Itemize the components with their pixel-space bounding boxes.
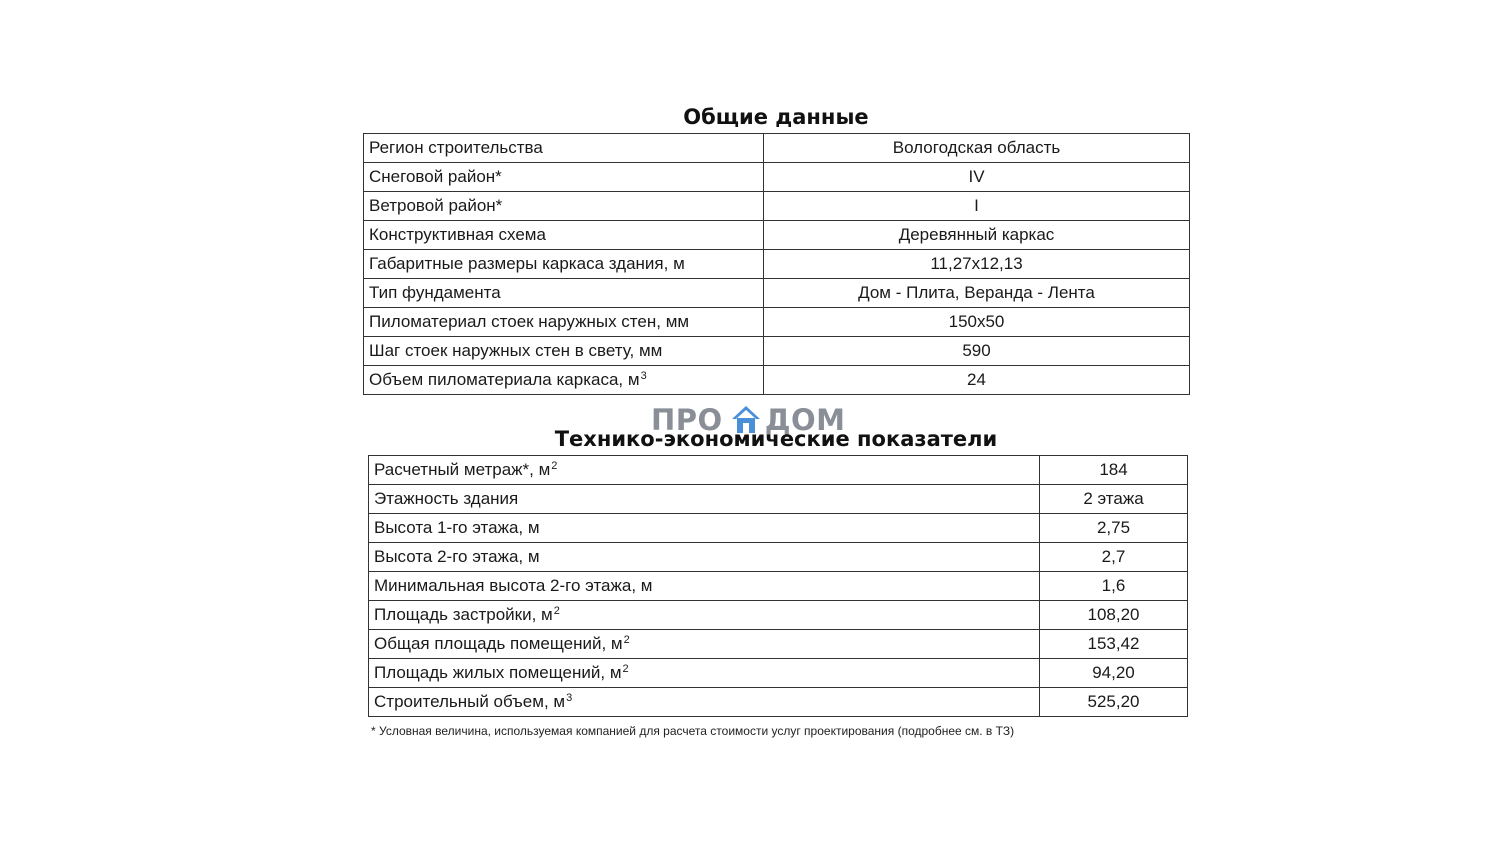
row-label — [364, 337, 764, 366]
row-value: Вологодская область — [764, 134, 1190, 163]
row-value: 184 — [1040, 456, 1188, 485]
general-data-row — [364, 250, 1190, 279]
row-value: 1,6 — [1040, 572, 1188, 601]
row-value: 24 — [764, 366, 1190, 395]
tech-econ-title: Технико-экономические показатели — [554, 427, 998, 451]
row-label-text: Объем пиломатериала каркаса, м — [369, 370, 640, 389]
row-label — [364, 308, 764, 337]
row-label-text: Высота 1-го этажа, м — [374, 518, 540, 537]
row-value: 150х50 — [764, 308, 1190, 337]
row-label — [364, 366, 764, 395]
row-label-text: Шаг стоек наружных стен в свету, мм — [369, 341, 663, 360]
row-value: 590 — [764, 337, 1190, 366]
tech-econ-row — [369, 572, 1188, 601]
row-label — [369, 514, 1040, 543]
row-label-text: Регион строительства — [369, 138, 543, 157]
tech-econ-row — [369, 456, 1188, 485]
row-label-text: Снеговой район* — [369, 167, 502, 186]
row-label — [364, 221, 764, 250]
row-label — [369, 485, 1040, 514]
row-value: 2,7 — [1040, 543, 1188, 572]
row-label — [369, 688, 1040, 717]
row-value: Деревянный каркас — [764, 221, 1190, 250]
tech-econ-row — [369, 630, 1188, 659]
row-label — [364, 134, 764, 163]
row-value: 2 этажа — [1040, 485, 1188, 514]
row-label-text: Площадь застройки, м — [374, 605, 553, 624]
row-label — [364, 192, 764, 221]
general-data-table — [363, 133, 1190, 395]
row-value: 94,20 — [1040, 659, 1188, 688]
row-label — [364, 279, 764, 308]
general-data-row — [364, 163, 1190, 192]
row-label-text: Минимальная высота 2-го этажа, м — [374, 576, 653, 595]
tech-econ-row — [369, 485, 1188, 514]
row-label-text: Площадь жилых помещений, м — [374, 663, 622, 682]
row-label-text: Пиломатериал стоек наружных стен, мм — [369, 312, 690, 331]
row-label — [364, 250, 764, 279]
row-label — [369, 572, 1040, 601]
row-label — [369, 630, 1040, 659]
footnote: * Условная величина, используемая компанией для расчета стоимости услуг проектирования (подробнее см. в ТЗ) — [371, 724, 1015, 738]
general-data-row — [364, 279, 1190, 308]
general-data-title: Общие данные — [683, 105, 869, 129]
tech-econ-row — [369, 543, 1188, 572]
row-label-text: Строительный объем, м — [374, 692, 566, 711]
row-value: 153,42 — [1040, 630, 1188, 659]
row-label-text: Тип фундамента — [369, 283, 501, 302]
unit-exponent: 2 — [551, 460, 558, 472]
row-value: 11,27х12,13 — [764, 250, 1190, 279]
general-data-row — [364, 134, 1190, 163]
tech-econ-table — [368, 455, 1188, 717]
general-data-row — [364, 366, 1190, 395]
row-label — [369, 543, 1040, 572]
row-value: 2,75 — [1040, 514, 1188, 543]
tech-econ-row — [369, 601, 1188, 630]
general-data-row — [364, 337, 1190, 366]
row-label-text: Высота 2-го этажа, м — [374, 547, 540, 566]
row-value: Дом - Плита, Веранда - Лента — [764, 279, 1190, 308]
unit-exponent: 2 — [622, 663, 629, 675]
row-label — [369, 456, 1040, 485]
row-label-text: Габаритные размеры каркаса здания, м — [369, 254, 685, 273]
row-label-text: Ветровой район* — [369, 196, 503, 215]
unit-exponent: 3 — [566, 692, 573, 704]
row-value: IV — [764, 163, 1190, 192]
tech-econ-row — [369, 659, 1188, 688]
row-label-text: Расчетный метраж*, м — [374, 460, 551, 479]
tech-econ-row — [369, 514, 1188, 543]
general-data-row — [364, 221, 1190, 250]
row-label-text: Этажность здания — [374, 489, 519, 508]
tech-econ-row — [369, 688, 1188, 717]
general-data-row — [364, 192, 1190, 221]
watermark-text-left: ПРО — [651, 403, 723, 437]
row-label — [369, 601, 1040, 630]
row-label — [364, 163, 764, 192]
row-value: 108,20 — [1040, 601, 1188, 630]
row-value: 525,20 — [1040, 688, 1188, 717]
row-label — [369, 659, 1040, 688]
unit-exponent: 2 — [623, 634, 630, 646]
unit-exponent: 3 — [640, 370, 647, 382]
row-label-text: Общая площадь помещений, м — [374, 634, 623, 653]
unit-exponent: 2 — [553, 605, 560, 617]
row-value: I — [764, 192, 1190, 221]
watermark-text-right: ДОМ — [764, 403, 846, 437]
general-data-row — [364, 308, 1190, 337]
row-label-text: Конструктивная схема — [369, 225, 546, 244]
